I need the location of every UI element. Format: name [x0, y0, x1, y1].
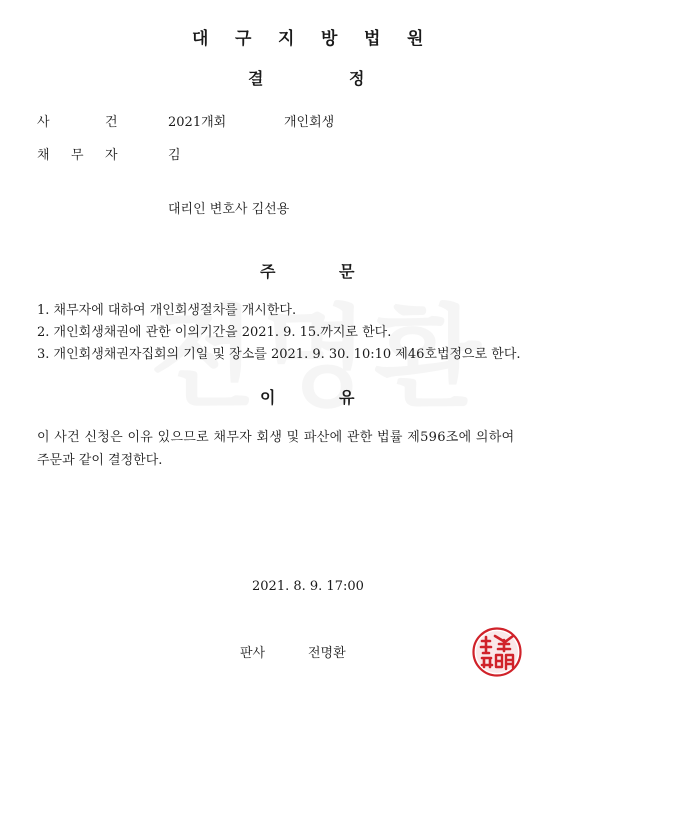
order-heading-char-2: 문 [339, 262, 355, 281]
court-name-char: 지 [278, 29, 295, 49]
court-name-char: 법 [364, 29, 381, 49]
reason-text-line: 주문과 같이 결정한다. [37, 453, 163, 468]
order-item: 3. 개인회생채권자집회의 기일 및 장소를 2021. 9. 30. 10:10 제46호법정으로 한다. [37, 347, 521, 362]
court-name-char: 방 [321, 29, 338, 49]
judge-title: 판사 [240, 646, 266, 661]
order-item: 2. 개인회생채권에 관한 이의기간을 2021. 9. 15.까지로 한다. [37, 325, 392, 340]
debtor-label-char: 채 [37, 148, 50, 163]
court-name-char: 원 [407, 29, 424, 49]
court-name-char: 대 [192, 29, 209, 49]
decision-date: 2021. 8. 9. 17:00 [252, 579, 364, 594]
debtor-name: 김 [168, 148, 181, 163]
court-name [192, 24, 450, 49]
debtor-label-char: 무 [71, 148, 84, 163]
reason-heading-char-2: 유 [339, 388, 355, 407]
judge-seal-stamp [472, 627, 522, 677]
case-type: 개인회생 [284, 115, 335, 130]
case-label-char: 건 [105, 115, 118, 130]
reason-heading-char-1: 이 [260, 388, 276, 407]
judge-name: 전명환 [308, 646, 346, 661]
order-item: 1. 채무자에 대하여 개인회생절차를 개시한다. [37, 303, 297, 318]
doc-title-char-1: 결 [248, 69, 264, 88]
case-label-char: 사 [37, 115, 50, 130]
reason-text-line: 이 사건 신청은 이유 있으므로 채무자 회생 및 파산에 관한 법률 제596조에 의하여 [37, 430, 515, 445]
court-name-char: 구 [235, 29, 252, 49]
case-number: 2021개회 [168, 115, 227, 130]
debtor-label-char: 자 [105, 148, 118, 163]
doc-title-char-2: 정 [349, 69, 365, 88]
order-heading-char-1: 주 [260, 262, 276, 281]
agent-line: 대리인 변호사 김선용 [168, 202, 290, 217]
